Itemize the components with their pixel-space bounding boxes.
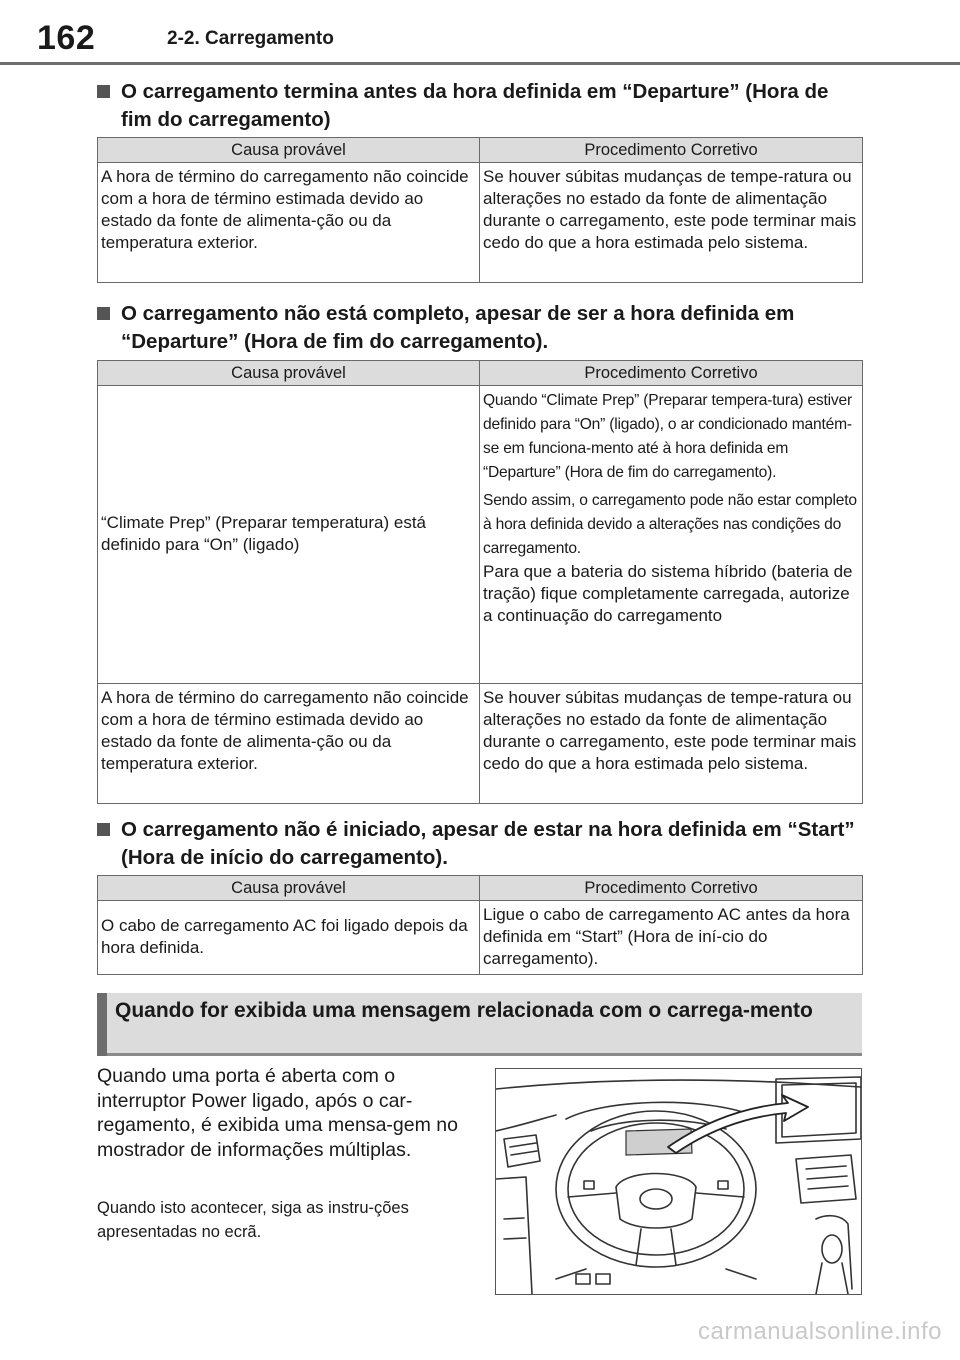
column-header-procedure: Procedimento Corretivo: [480, 361, 863, 386]
page-number: 162: [37, 19, 96, 57]
column-header-procedure: Procedimento Corretivo: [480, 876, 863, 901]
table-row: [98, 684, 863, 804]
table-row: [98, 163, 863, 283]
column-header-cause: Causa provável: [98, 876, 480, 901]
procedure-cell: [480, 386, 863, 684]
subheading-text: O carregamento termina antes da hora definida em “Departure” (Hora de fim do carregamento): [121, 80, 829, 131]
section-title: 2-2. Carregamento: [167, 28, 334, 49]
procedure-cell: Ligue o cabo de carregamento AC antes da hora definida em “Start” (Hora de iní-cio do carregamento).: [480, 901, 863, 975]
square-bullet-icon: [97, 85, 110, 98]
subheading-1: [97, 78, 862, 134]
dashboard-illustration: [495, 1068, 862, 1295]
troubleshoot-table-3: [97, 875, 863, 975]
subheading-2: [97, 300, 862, 356]
cause-cell: A hora de término do carregamento não coincide com a hora de término estimada devido ao estado da fonte de alimenta-ção ou da temperatura exterior.: [98, 163, 480, 283]
procedure-cell: Se houver súbitas mudanças de tempe-ratura ou alterações no estado da fonte de alimentação durante o carregamento, este pode terminar mais cedo do que a hora estimada pelo sistema.: [480, 163, 863, 283]
cause-cell: A hora de término do carregamento não coincide com a hora de término estimada devido ao estado da fonte de alimenta-ção ou da temperatura exterior.: [98, 684, 480, 804]
column-header-cause: Causa provável: [98, 138, 480, 163]
procedure-paragraph: Sendo assim, o carregamento pode não estar completo à hora definida devido a alterações nas condições do carregamento.: [483, 492, 857, 557]
message-heading-text: Quando for exibida uma mensagem relacionada com o carrega-mento: [115, 999, 813, 1022]
table-row: [98, 901, 863, 975]
subheading-text: O carregamento não é iniciado, apesar de estar na hora definida em “Start” (Hora de início do carregamento).: [121, 818, 855, 869]
message-section-heading: [97, 993, 862, 1056]
troubleshoot-table-1: [97, 137, 863, 283]
heading-accent-bar: [97, 993, 107, 1056]
subheading-text: O carregamento não está completo, apesar de ser a hora definida em “Departure” (Hora de fim do carregamento).: [121, 302, 795, 353]
column-header-cause: Causa provável: [98, 361, 480, 386]
watermark: carmanualsonline.info: [698, 1318, 942, 1345]
cause-cell: “Climate Prep” (Preparar temperatura) está definido para “On” (ligado): [98, 386, 480, 684]
table-row: [98, 386, 863, 684]
table-header-row: [98, 138, 863, 163]
square-bullet-icon: [97, 307, 110, 320]
message-paragraph: Quando uma porta é aberta com o interruptor Power ligado, após o car-regamento, é exibida uma mensa-gem no mostrador de informações múltiplas.: [97, 1065, 458, 1161]
square-bullet-icon: [97, 823, 110, 836]
procedure-paragraph: Para que a bateria do sistema híbrido (bateria de tração) fique completamente carregada, autorize a continuação do carregamento: [483, 562, 853, 625]
dashboard-drawing: [496, 1069, 861, 1294]
procedure-cell: Se houver súbitas mudanças de tempe-ratura ou alterações no estado da fonte de alimentação durante o carregamento, este pode terminar mais cedo do que a hora estimada pelo sistema.: [480, 684, 863, 804]
cause-cell: O cabo de carregamento AC foi ligado depois da hora definida.: [98, 901, 480, 975]
page-header: [0, 0, 960, 64]
subheading-3: [97, 816, 862, 872]
column-header-procedure: Procedimento Corretivo: [480, 138, 863, 163]
troubleshoot-table-2: [97, 360, 863, 804]
procedure-paragraph: Quando “Climate Prep” (Preparar tempera-tura) estiver definido para “On” (ligado), o ar condicionado mantém-se em funciona-mento até à hora definida em “Departure” (Hora de fim do carregamento).: [483, 392, 852, 481]
table-header-row: [98, 361, 863, 386]
header-divider: [0, 62, 960, 65]
table-header-row: [98, 876, 863, 901]
message-note: Quando isto acontecer, siga as instru-ções apresentadas no ecrã.: [97, 1199, 409, 1241]
